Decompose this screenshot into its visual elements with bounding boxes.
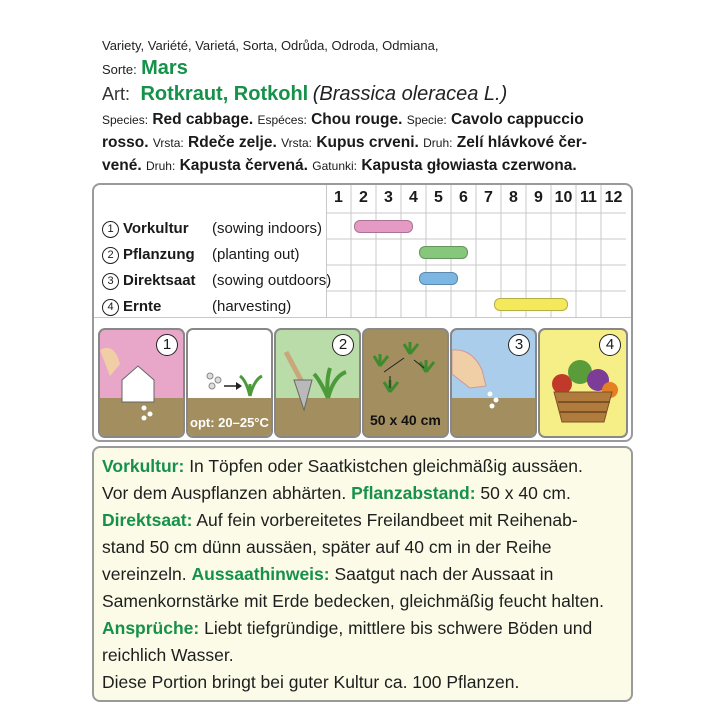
row-title-en: (harvesting) xyxy=(212,298,292,315)
sorte-line xyxy=(102,57,188,80)
info-line: Vorkultur: In Töpfen oder Saatkistchen gleichmäßig aussäen. xyxy=(102,456,583,476)
species-label: Gatunki: xyxy=(312,159,357,173)
info-line: Vor dem Auspflanzen abhärten. Pflanzabstand: 50 x 40 cm. xyxy=(102,483,571,503)
species-value: Cavolo cappuccio xyxy=(451,111,584,128)
info-line: stand 50 cm dünn aussäen, später auf 40 cm in der Reihe xyxy=(102,537,552,557)
month-header-7: 7 xyxy=(484,189,493,206)
month-header-5: 5 xyxy=(434,189,443,206)
period-bar-3 xyxy=(419,272,458,285)
info-line: reichlich Wasser. xyxy=(102,645,234,665)
row-title-de: Ernte xyxy=(123,298,162,315)
tile-sowing-outdoors xyxy=(450,328,537,438)
species-value: Kupus crveni. xyxy=(316,134,419,151)
row-title-en: (sowing outdoors) xyxy=(212,272,332,289)
sowing-calendar xyxy=(92,183,633,442)
row-title-en: (planting out) xyxy=(212,246,300,263)
step-number: 3 xyxy=(102,273,119,290)
species-line-1 xyxy=(102,111,584,129)
species-label: Specie: xyxy=(406,113,447,127)
spacing-caption: 50 x 40 cm xyxy=(370,412,441,428)
species-value: Chou rouge. xyxy=(311,111,403,128)
tile-harvesting xyxy=(538,328,628,438)
month-header-2: 2 xyxy=(359,189,368,206)
month-header-12: 12 xyxy=(604,189,623,206)
step-number: 1 xyxy=(102,221,119,238)
species-value: Zelí hlávkové čer- xyxy=(456,134,587,151)
step-number: 2 xyxy=(102,247,119,264)
species-value: Kapusta głowiasta czerwona. xyxy=(361,157,577,174)
calendar-row-planting-out xyxy=(102,246,300,264)
species-line-2 xyxy=(102,134,587,152)
species-value: Red cabbage. xyxy=(152,111,254,128)
species-value: Rdeče zelje. xyxy=(188,134,277,151)
month-header-9: 9 xyxy=(534,189,543,206)
species-label: Druh: xyxy=(145,159,176,173)
calendar-row-sowing-outdoors xyxy=(102,272,332,290)
calendar-row-harvesting xyxy=(102,298,292,316)
period-bar-2 xyxy=(419,246,468,259)
tile-sowing-indoors xyxy=(98,328,185,438)
latin-name: (Brassica oleracea L.) xyxy=(312,83,508,105)
info-line: Ansprüche: Liebt tiefgründige, mittlere bis schwere Böden und xyxy=(102,618,593,638)
variety-name: Mars xyxy=(141,57,188,79)
period-bar-1 xyxy=(354,220,413,233)
tile-spacing xyxy=(362,328,449,438)
calendar-row-sowing-indoors xyxy=(102,220,323,238)
species-label: Vrsta: xyxy=(281,136,313,150)
species-value: Kapusta červená. xyxy=(179,157,308,174)
month-grid xyxy=(326,185,626,317)
growing-instructions xyxy=(92,446,633,702)
month-header-3: 3 xyxy=(384,189,393,206)
month-header-4: 4 xyxy=(409,189,418,206)
info-line: Direktsaat: Auf fein vorbereitetes Freilandbeet mit Reihenab- xyxy=(102,510,578,530)
info-line: Samenkornstärke mit Erde bedecken, gleichmäßig feucht halten. xyxy=(102,591,604,611)
step-badge: 1 xyxy=(156,334,178,356)
month-header-8: 8 xyxy=(509,189,518,206)
month-header-10: 10 xyxy=(554,189,573,206)
step-badge: 2 xyxy=(332,334,354,356)
species-line-3 xyxy=(102,157,577,175)
sorte-label: Sorte: xyxy=(102,62,137,77)
species-value: vené. xyxy=(102,157,142,174)
info-line: vereinzeln. Aussaathinweis: Saatgut nach der Aussaat in xyxy=(102,564,554,584)
row-title-de: Vorkultur xyxy=(123,220,189,237)
variety-languages: Variety, Variété, Varietá, Sorta, Odrůda, Odroda, Odmiana, xyxy=(102,38,439,53)
calendar-divider xyxy=(94,317,631,318)
species-label: Druh: xyxy=(423,136,453,150)
row-title-de: Pflanzung xyxy=(123,246,195,263)
art-name: Rotkraut, Rotkohl xyxy=(140,83,309,105)
month-header-1: 1 xyxy=(334,189,343,206)
species-label: Espéces: xyxy=(257,113,307,127)
art-label: Art: xyxy=(102,84,131,104)
step-badge: 4 xyxy=(599,334,621,356)
row-title-en: (sowing indoors) xyxy=(212,220,323,237)
period-bar-4 xyxy=(494,298,568,311)
month-header-6: 6 xyxy=(459,189,468,206)
species-label: Vrsta: xyxy=(152,136,184,150)
art-line xyxy=(102,83,507,106)
species-value: rosso. xyxy=(102,134,149,151)
step-badge: 3 xyxy=(508,334,530,356)
month-header-11: 11 xyxy=(580,189,597,206)
temperature-caption: opt: 20–25°C xyxy=(190,415,269,430)
step-number: 4 xyxy=(102,299,119,316)
tile-germination xyxy=(186,328,273,438)
tile-planting-out xyxy=(274,328,361,438)
info-line: Diese Portion bringt bei guter Kultur ca. 100 Pflanzen. xyxy=(102,672,520,692)
species-label: Species: xyxy=(102,113,149,127)
row-title-de: Direktsaat xyxy=(123,272,196,289)
